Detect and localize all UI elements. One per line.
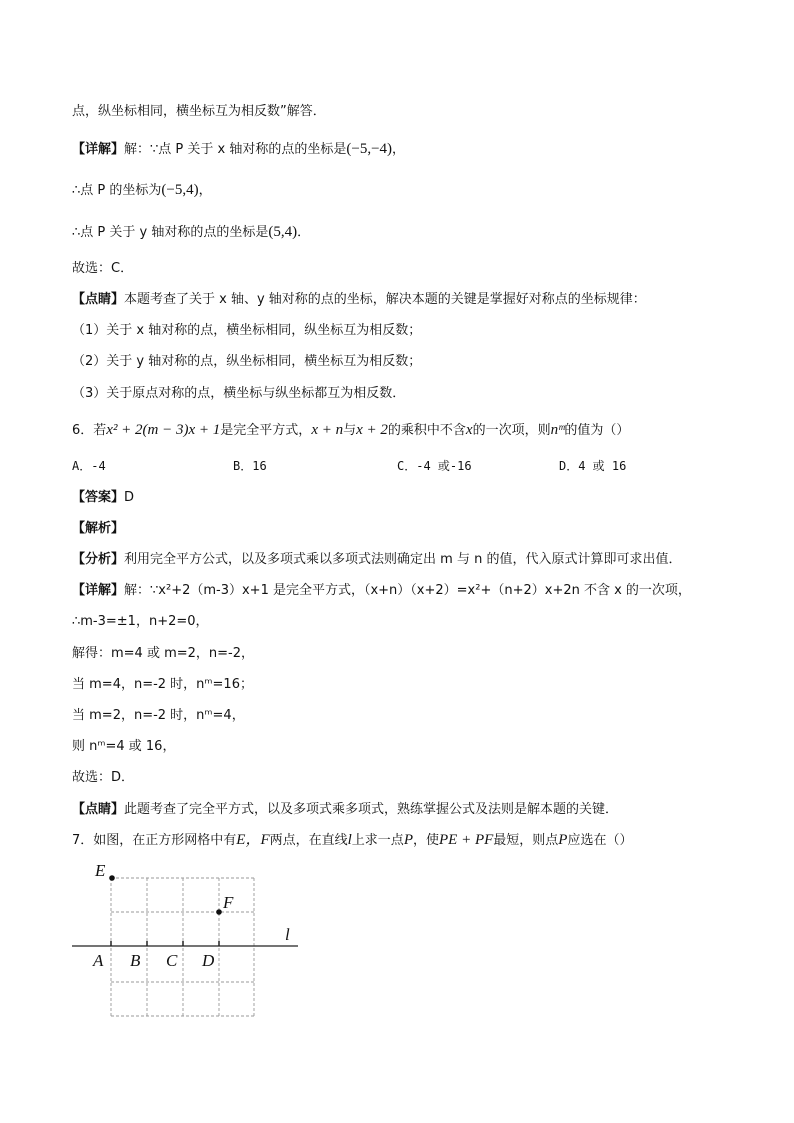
q6-step-6: 故选：D． (72, 770, 135, 785)
analysis-tag: 【解析】 (72, 521, 125, 536)
q7-pt-p: P (403, 832, 413, 848)
q7-text5: 应选在（） (567, 833, 633, 848)
q6-step-1: ∴m-3=±1，n+2=0， (72, 614, 209, 629)
q7-pts: E，F (236, 832, 270, 848)
label-e: E (95, 861, 106, 880)
q6-expr2: x + n (311, 422, 344, 438)
q6-option-a: A．-4 (72, 459, 106, 473)
q6-step-4: 当 m=2，n=-2 时，nᵐ=4， (72, 708, 245, 723)
q6-expr3: x + 2 (356, 422, 388, 438)
q6-text3: 的乘积中不含 (387, 423, 466, 438)
label-a: A (93, 951, 104, 970)
q6-step-2: 解得：m=4 或 m=2，n=-2， (72, 646, 255, 661)
step2-end: ， (198, 183, 212, 198)
q7-text1: 两点，在直线 (269, 833, 348, 848)
q6-text1: 是完全平方式， (220, 423, 312, 438)
rule-3: （3）关于原点对称的点，横坐标与纵坐标都互为相反数． (72, 386, 406, 401)
rule-2: （2）关于 y 轴对称的点，纵坐标相同，横坐标互为相反数； (72, 354, 422, 369)
q7-pt-p2: P (558, 832, 568, 848)
intro-line: 点，纵坐标相同，横坐标互为相反数”解答． (72, 104, 326, 119)
comment-text: 本题考查了关于 x 轴、y 轴对称的点的坐标，解决本题的关键是掌握好对称点的坐标规律： (124, 292, 646, 307)
step3-coord: (5,4) (268, 224, 298, 240)
comment-tag: 【点睛】 (72, 292, 125, 307)
label-d: D (202, 951, 215, 970)
detail-end: ， (392, 142, 406, 157)
q7-number: 7．如图，在正方形网格中有 (72, 833, 237, 848)
q7-text2: 上求一点 (351, 833, 404, 848)
q6-step-5: 则 nᵐ=4 或 16， (72, 739, 176, 754)
detail-coord: (−5,−4) (346, 141, 393, 157)
q6-text4: 的一次项，则 (472, 423, 551, 438)
label-f: F (223, 893, 234, 912)
answer-tag: 【答案】 (72, 490, 125, 505)
q6-comment-tag: 【点睛】 (72, 802, 125, 817)
q6-option-b: B．16 (233, 459, 267, 473)
label-b: B (130, 951, 141, 970)
q7-expr: PE + PF (439, 832, 494, 848)
step3-text: ∴点 P 关于 y 轴对称的点的坐标是 (72, 225, 269, 240)
detail-tag: 【详解】 (72, 142, 125, 157)
q6-detail-text: 解：∵x²+2（m-3）x+1 是完全平方式，（x+n）（x+2）=x²+（n+2）x+2n 不含 x 的一次项， (124, 583, 691, 598)
label-l: l (285, 925, 290, 944)
fenxi-text: 利用完全平方公式，以及多项式乘以多项式法则确定出 m 与 n 的值，代入原式计算即可求出值． (124, 552, 682, 567)
q6-option-d: D．4 或 16 (559, 459, 627, 473)
prev-choice-line: 故选：C． (72, 261, 134, 276)
q7-line-l: l (347, 832, 352, 848)
q7-text3: ，使 (412, 833, 439, 848)
q6-expr4: nᵐ (550, 422, 565, 438)
q6-expr1: x² + 2(m − 3)x + 1 (106, 422, 221, 438)
step2-coord: (−5,4) (161, 182, 199, 198)
step3-end: ． (297, 225, 311, 240)
point-f (216, 909, 222, 915)
q6-number: 6．若 (72, 423, 107, 438)
answer-value: D (124, 490, 135, 505)
q6-text5: 的值为（） (564, 423, 630, 438)
q6-option-c: C．-4 或-16 (397, 459, 472, 473)
rule-1: （1）关于 x 轴对称的点，横坐标相同，纵坐标互为相反数； (72, 323, 422, 338)
q6-detail-tag: 【详解】 (72, 583, 125, 598)
q6-text2: 与 (343, 423, 357, 438)
q6-step-3: 当 m=4，n=-2 时，nᵐ=16； (72, 677, 253, 692)
q7-text4: 最短，则点 (493, 833, 559, 848)
step2-text: ∴点 P 的坐标为 (72, 183, 162, 198)
q6-comment-text: 此题考查了完全平方式，以及多项式乘多项式，熟练掌握公式及法则是解本题的关键． (124, 802, 619, 817)
fenxi-tag: 【分析】 (72, 552, 125, 567)
point-e (109, 875, 115, 881)
detail-text: 解：∵点 P 关于 x 轴对称的点的坐标是 (124, 142, 347, 157)
label-c: C (166, 951, 178, 970)
q6-var-x: x (465, 422, 473, 438)
